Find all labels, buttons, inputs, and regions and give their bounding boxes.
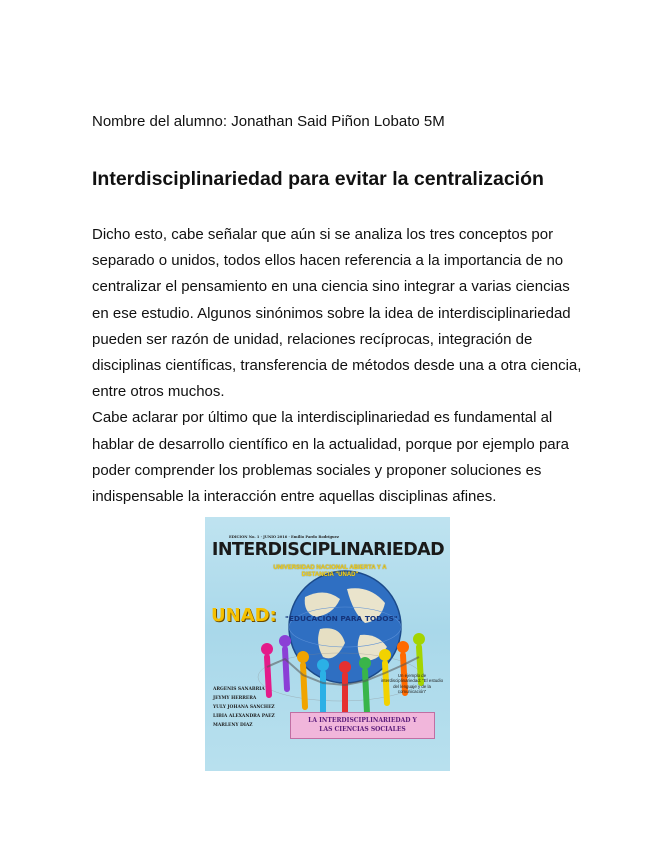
cover-brand: UNAD: <box>211 605 277 626</box>
body-line: entre otros muchos. <box>92 383 225 401</box>
cover-author-name: JEYMY HERRERA <box>213 696 257 701</box>
cover-author-name: ARGENIS SANABRIA <box>213 687 265 692</box>
body-line: separado o unidos, todos ellos hacen referencia a la importancia de no <box>92 252 564 270</box>
cover-university <box>245 565 415 579</box>
body-line: Cabe aclarar por último que la interdisciplinariedad es fundamental al <box>92 409 553 427</box>
body-line: Dicho esto, cabe señalar que aún si se analiza los tres conceptos por <box>92 226 554 243</box>
body-paragraphs <box>92 222 582 510</box>
body-line: hablar de desarrollo científico en la actualidad, porque por ejemplo para <box>92 435 569 453</box>
cover-university-line: DISTANCIA "UNAD" <box>301 572 359 578</box>
document-title: Interdisciplinariedad para evitar la centralización <box>92 168 544 190</box>
cover-author-name: MARLENY DIAZ <box>213 723 253 728</box>
cover-topic-line: LAS CIENCIAS SOCIALES <box>319 725 406 733</box>
body-line: pueden ser razón de unidad, relaciones recíprocas, integración de <box>92 330 533 348</box>
cover-author-list <box>213 687 275 732</box>
body-line: en ese estudio. Algunos sinónimos sobre la idea de interdisciplinariedad <box>92 304 571 322</box>
magazine-cover-image <box>205 517 450 771</box>
cover-author-name: LIBIA ALEXANDRA PAEZ <box>213 714 275 719</box>
body-line: centralizar el pensamiento en una ciencia sino integrar a varias ciencias <box>92 278 570 296</box>
cover-author-name: YULY JOHANA SANCHEZ <box>213 705 275 710</box>
body-line: poder comprender los problemas sociales y proponer soluciones es <box>92 461 542 479</box>
body-line: disciplinas científicas, transferencia de métodos desde una a otra ciencia, <box>92 356 582 374</box>
cover-topic-box <box>290 712 435 739</box>
student-name-line: Nombre del alumno: Jonathan Said Piñon Lobato 5M <box>92 113 445 130</box>
cover-issue-line: EDICION No. 1 · JUNIO 2016 · Emilio Pardo Rodríguez <box>229 535 339 539</box>
cover-magazine-title: INTERDISCIPLINARIEDAD <box>211 540 445 560</box>
body-line: indispensable la interacción entre aquellas disciplinas afines. <box>92 487 497 505</box>
cover-slogan: "EDUCACIÓN PARA TODOS". <box>285 614 401 623</box>
cover-sidenote: Un ejemplo de interdisciplinariedad: "El estudio del lenguaje y de la comunicación" <box>380 673 444 695</box>
cover-university-line: UNIVERSIDAD NACIONAL ABIERTA Y A <box>273 565 387 571</box>
cover-topic-line: LA INTERDISCIPLINARIEDAD Y <box>308 717 417 724</box>
